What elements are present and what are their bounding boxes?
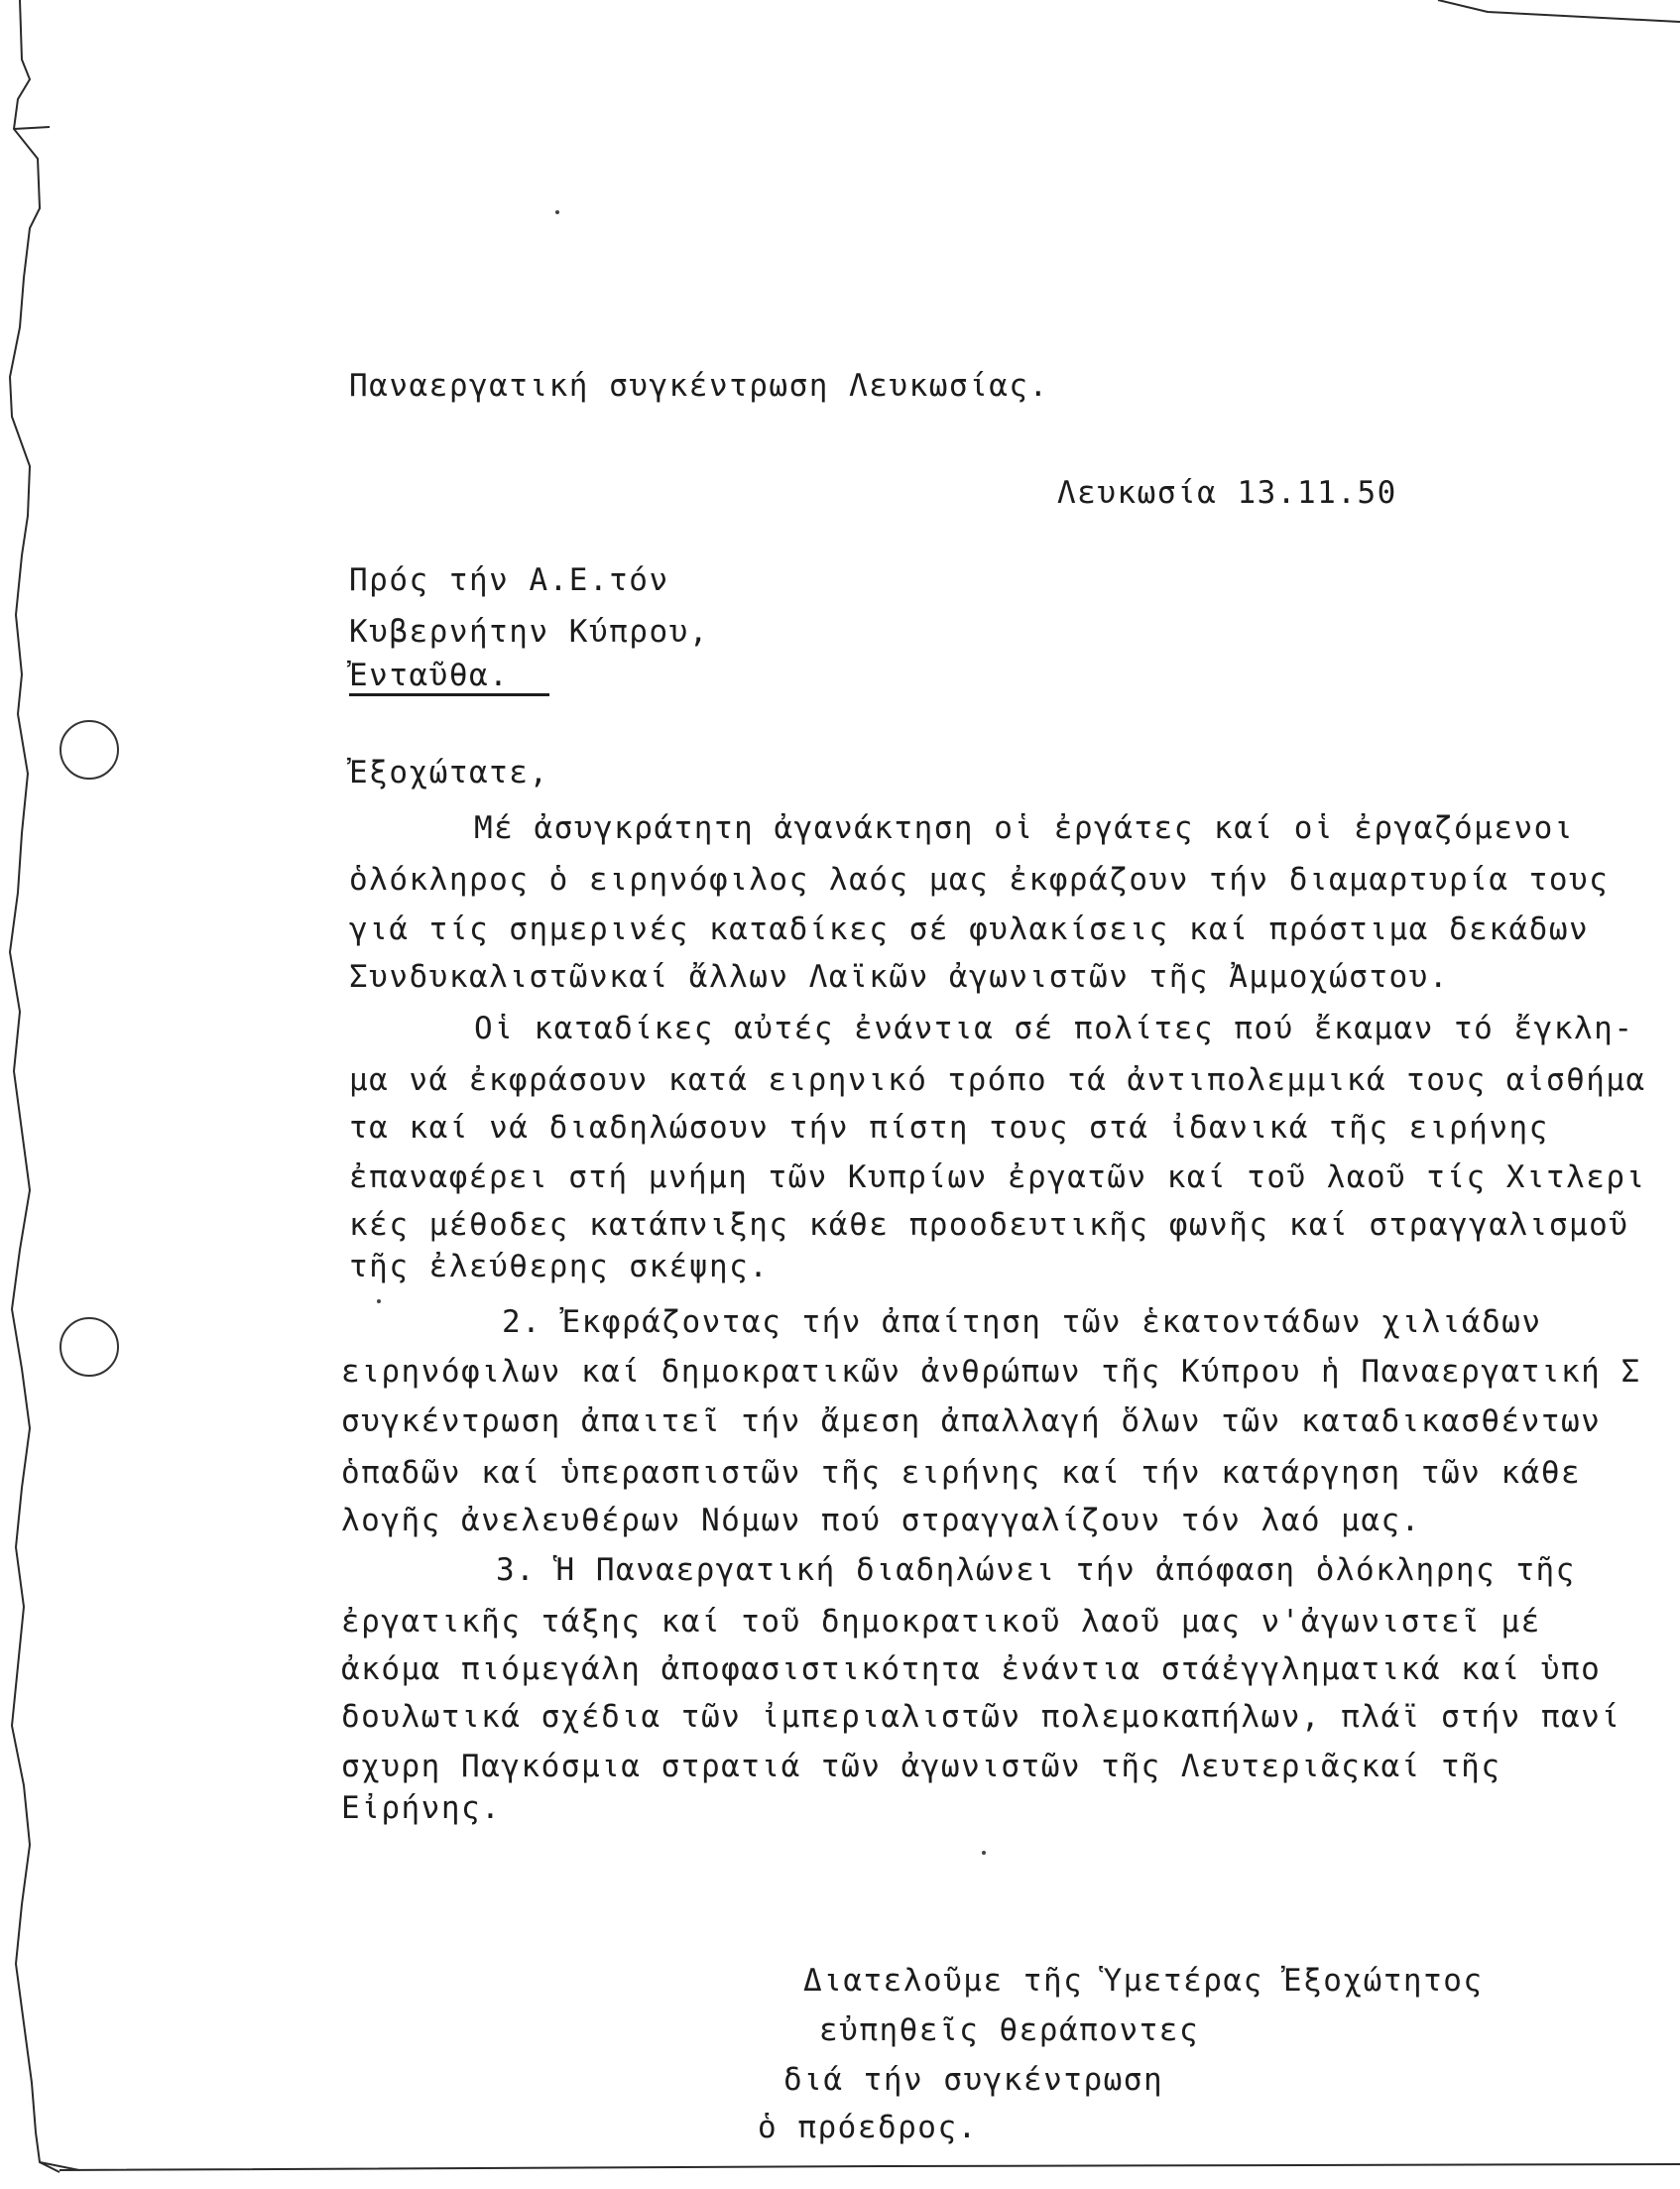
body-line: ἀκόμα πιόμεγάλη ἀποφασιστικότητα ἐνάντια στάἐγγληματικά καί ὑπο [341,1651,1602,1687]
body-line: λογῆς ἀνελευθέρων Νόμων πού στραγγαλίζουν τόν λαό μας. [341,1503,1421,1538]
top-edge [0,0,1680,40]
body-line: κές μέθοδες κατάπνιξης κάθε προοδευτικῆς φωνῆς καί στραγγαλισμοῦ [349,1207,1629,1243]
date-line: Λευκωσία 13.11.50 [1057,475,1397,511]
stray-mark [555,210,559,214]
body-line: ὁλόκληρος ὁ ειρηνόφιλος λαός μας ἐκφράζουν τήν διαμαρτυρία τους [349,862,1610,898]
closing-line-2: εὐπηθεῖς θεράποντες [819,2012,1200,2048]
body-line: ἐργατικῆς τάξης καί τοῦ δημοκρατικοῦ λαοῦ μας ν'ἀγωνιστεῖ μέ [341,1604,1541,1640]
punch-hole-top [60,720,119,780]
closing-line-1: Διατελοῦμε τῆς Ὑμετέρας Ἐξοχώτητος [803,1963,1484,1999]
recipient-line-1: Πρός τήν Α.Ε.τόν [349,562,669,598]
body-line: δουλωτικά σχέδια τῶν ἰμπεριαλιστῶν πολεμοκαπήλων, πλάϊ στήν πανί [341,1699,1621,1735]
recipient-line-3: Ἐνταῦθα. [349,661,549,696]
stray-mark [377,1299,381,1303]
body-line: 3. Ἡ Παναεργατική διαδηλώνει τήν ἀπόφαση ὁλόκληρης τῆς [496,1552,1576,1588]
body-line: γιά τίς σημερινές καταδίκες σέ φυλακίσεις καί πρόστιμα δεκάδων [349,912,1590,947]
recipient-line-2: Κυβερνήτην Κύπρου, [349,614,709,650]
body-line: Μέ ἀσυγκράτητη ἀγανάκτηση οἱ ἐργάτες καί οἱ ἐργαζόμενοι [474,810,1574,846]
body-line: μα νά ἐκφράσουν κατά ειρηνικό τρόπο τά ἀντιπολεμμικά τους αἰσθήμα [349,1062,1646,1098]
body-line: ειρηνόφιλων καί δημοκρατικῶν ἀνθρώπων τῆς Κύπρου ἡ Παναεργατική Σ [341,1354,1641,1390]
body-line: Οἱ καταδίκες αὐτές ἐνάντια σέ πολίτες πού ἔκαμαν τό ἔγκλη- [474,1011,1634,1046]
body-line: σχυρη Παγκόσμια στρατιά τῶν ἀγωνιστῶν τῆς Λευτεριᾶςκαί τῆς [341,1749,1501,1784]
stray-mark [982,1851,986,1855]
body-line: 2. Ἐκφράζοντας τήν ἀπαίτηση τῶν ἑκατοντάδων χιλιάδων [502,1304,1542,1340]
torn-paper-edge [0,0,79,2189]
body-line: ἐπαναφέρει στή μνήμη τῶν Κυπρίων ἐργατῶν καί τοῦ λαοῦ τίς Χιτλερι [349,1159,1646,1195]
body-line: τα καί νά διαδηλώσουν τήν πίστη τους στά ἰδανικά τῆς ειρήνης [349,1110,1549,1146]
closing-line-3: διά τήν συγκέντρωση [783,2062,1164,2098]
bottom-edge [0,2142,1680,2189]
salutation: Ἐξοχώτατε, [349,755,549,790]
body-line: τῆς ἐλεύθερης σκέψης. [349,1249,770,1284]
body-line: Συνδυκαλιστῶνκαί ἄλλων Λαϊκῶν ἀγωνιστῶν τῆς Ἀμμοχώστου. [349,959,1449,995]
organization-heading: Παναεργατική συγκέντρωση Λευκωσίας. [349,368,1049,404]
closing-line-4: ὁ πρόεδρος. [758,2110,978,2145]
punch-hole-bottom [60,1317,119,1377]
body-line: ὁπαδῶν καί ὑπερασπιστῶν τῆς ειρήνης καί τήν κατάργηση τῶν κάθε [341,1455,1582,1491]
body-line: Εἰρήνης. [341,1790,502,1826]
body-line: συγκέντρωση ἀπαιτεῖ τήν ἄμεση ἀπαλλαγή ὅλων τῶν καταδικασθέντων [341,1403,1602,1439]
